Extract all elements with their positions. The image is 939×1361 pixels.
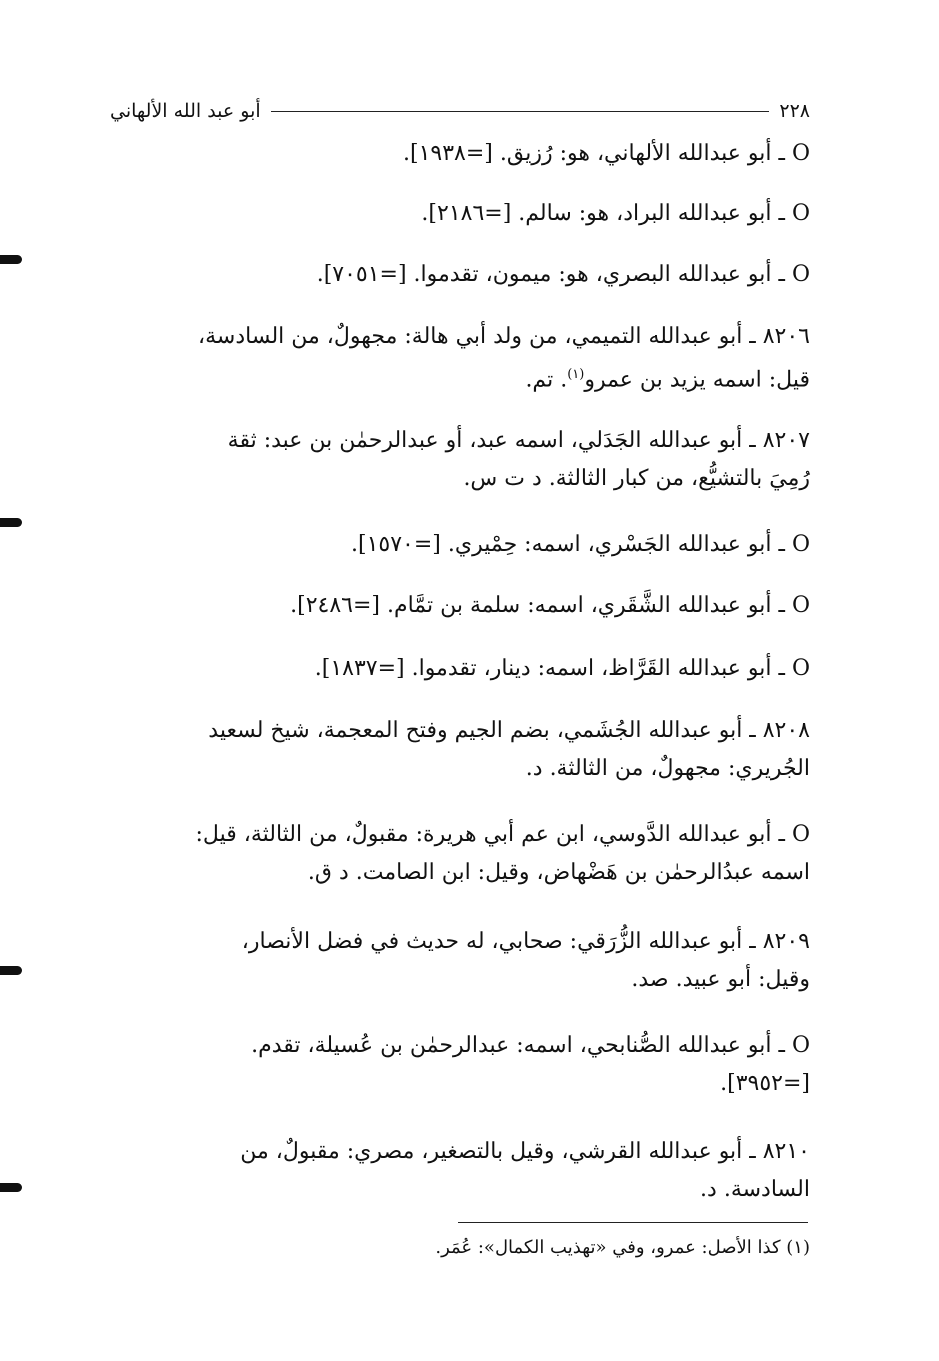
cross-reference-entry xyxy=(110,587,810,625)
margin-mark xyxy=(0,255,22,264)
cross-reference-entry xyxy=(110,135,810,173)
cross-reference-entry xyxy=(110,195,810,233)
entry-line: O ـ أبو عبدالله البصري، هو: ميمون، تقدموا. [=٧٠٥١]. xyxy=(316,262,810,287)
cross-reference-entry xyxy=(110,816,810,892)
entry-line: O ـ أبو عبدالله البراد، هو: سالم. [=٢١٨٦]. xyxy=(421,201,810,226)
entry-line: ٨٢٠٨ ـ أبو عبدالله الجُشَمي، بضم الجيم وفتح المعجمة، شيخ لسعيد xyxy=(208,718,810,743)
running-title: أبو عبد الله الألهاني xyxy=(110,100,261,122)
cross-reference-entry xyxy=(110,526,810,564)
entry-line: اسمه عبدُالرحمٰن بن هَضْهاض، وقيل: ابن الصامت. د ق. xyxy=(307,860,810,885)
entry-line: O ـ أبو عبدالله الدَّوسي، ابن عم أبي هريرة: مقبولٌ، من الثالثة، قيل: xyxy=(195,822,810,847)
cross-reference-entry xyxy=(110,650,810,688)
numbered-entry xyxy=(110,422,810,498)
entry-line: وقيل: أبو عبيد. صد. xyxy=(631,967,810,992)
margin-mark xyxy=(0,966,22,975)
footnote-divider xyxy=(458,1222,808,1223)
margin-mark xyxy=(0,518,22,527)
entry-line: [=٣٩٥٢]. xyxy=(720,1071,810,1096)
entry-line: ٨٢٠٧ ـ أبو عبدالله الجَدَلي، اسمه عبد، أو عبدالرحمٰن بن عبد: ثقة xyxy=(227,428,810,453)
footnote-marker: (١) xyxy=(567,367,585,382)
entry-line: O ـ أبو عبدالله الجَسْري، اسمه: حِمْيري. [=١٥٧٠]. xyxy=(351,532,810,557)
entry-line: O ـ أبو عبدالله الشَّقَري، اسمه: سلمة بن تمَّام. [=٢٤٨٦]. xyxy=(290,593,810,618)
entry-line: رُمِيَ بالتشيُّع، من كبار الثالثة. د ت س. xyxy=(463,466,810,491)
entry-text: . تم. xyxy=(525,367,568,393)
entry-line: O ـ أبو عبدالله القَرَّاظ، اسمه: دينار، تقدموا. [=١٨٣٧]. xyxy=(314,656,810,681)
footnote: (١) كذا الأصل: عمرو، وفي «تهذيب الكمال»: عُمَر. xyxy=(435,1237,810,1258)
header-rule xyxy=(271,111,770,112)
entry-line: الجُريري: مجهولٌ، من الثالثة. د. xyxy=(525,756,810,781)
numbered-entry xyxy=(110,712,810,788)
entry-line: السادسة. د. xyxy=(700,1177,810,1202)
numbered-entry xyxy=(110,923,810,999)
cross-reference-entry xyxy=(110,1027,810,1103)
numbered-entry xyxy=(110,1133,810,1209)
entry-text: قيل: اسمه يزيد بن عمرو xyxy=(584,367,810,393)
page-header xyxy=(110,95,810,127)
entry-line xyxy=(110,356,810,399)
entry-line: ٨٢٠٦ ـ أبو عبدالله التميمي، من ولد أبي هالة: مجهولٌ، من السادسة، xyxy=(198,324,810,349)
page-number: ٢٢٨ xyxy=(779,100,810,122)
entry-line: ٨٢١٠ ـ أبو عبدالله القرشي، وقيل بالتصغير، مصري: مقبولٌ، من xyxy=(240,1139,810,1164)
margin-mark xyxy=(0,1183,22,1192)
entry-line: ٨٢٠٩ ـ أبو عبدالله الزُّرَقي: صحابي، له حديث في فضل الأنصار، xyxy=(241,929,810,954)
entry-line: O ـ أبو عبدالله الألهاني، هو: رُزيق. [=١٩٣٨]. xyxy=(403,141,810,166)
cross-reference-entry xyxy=(110,256,810,294)
numbered-entry xyxy=(110,318,810,399)
entry-line: O ـ أبو عبدالله الصُّنابحي، اسمه: عبدالرحمٰن بن عُسيلة، تقدم. xyxy=(251,1033,810,1058)
